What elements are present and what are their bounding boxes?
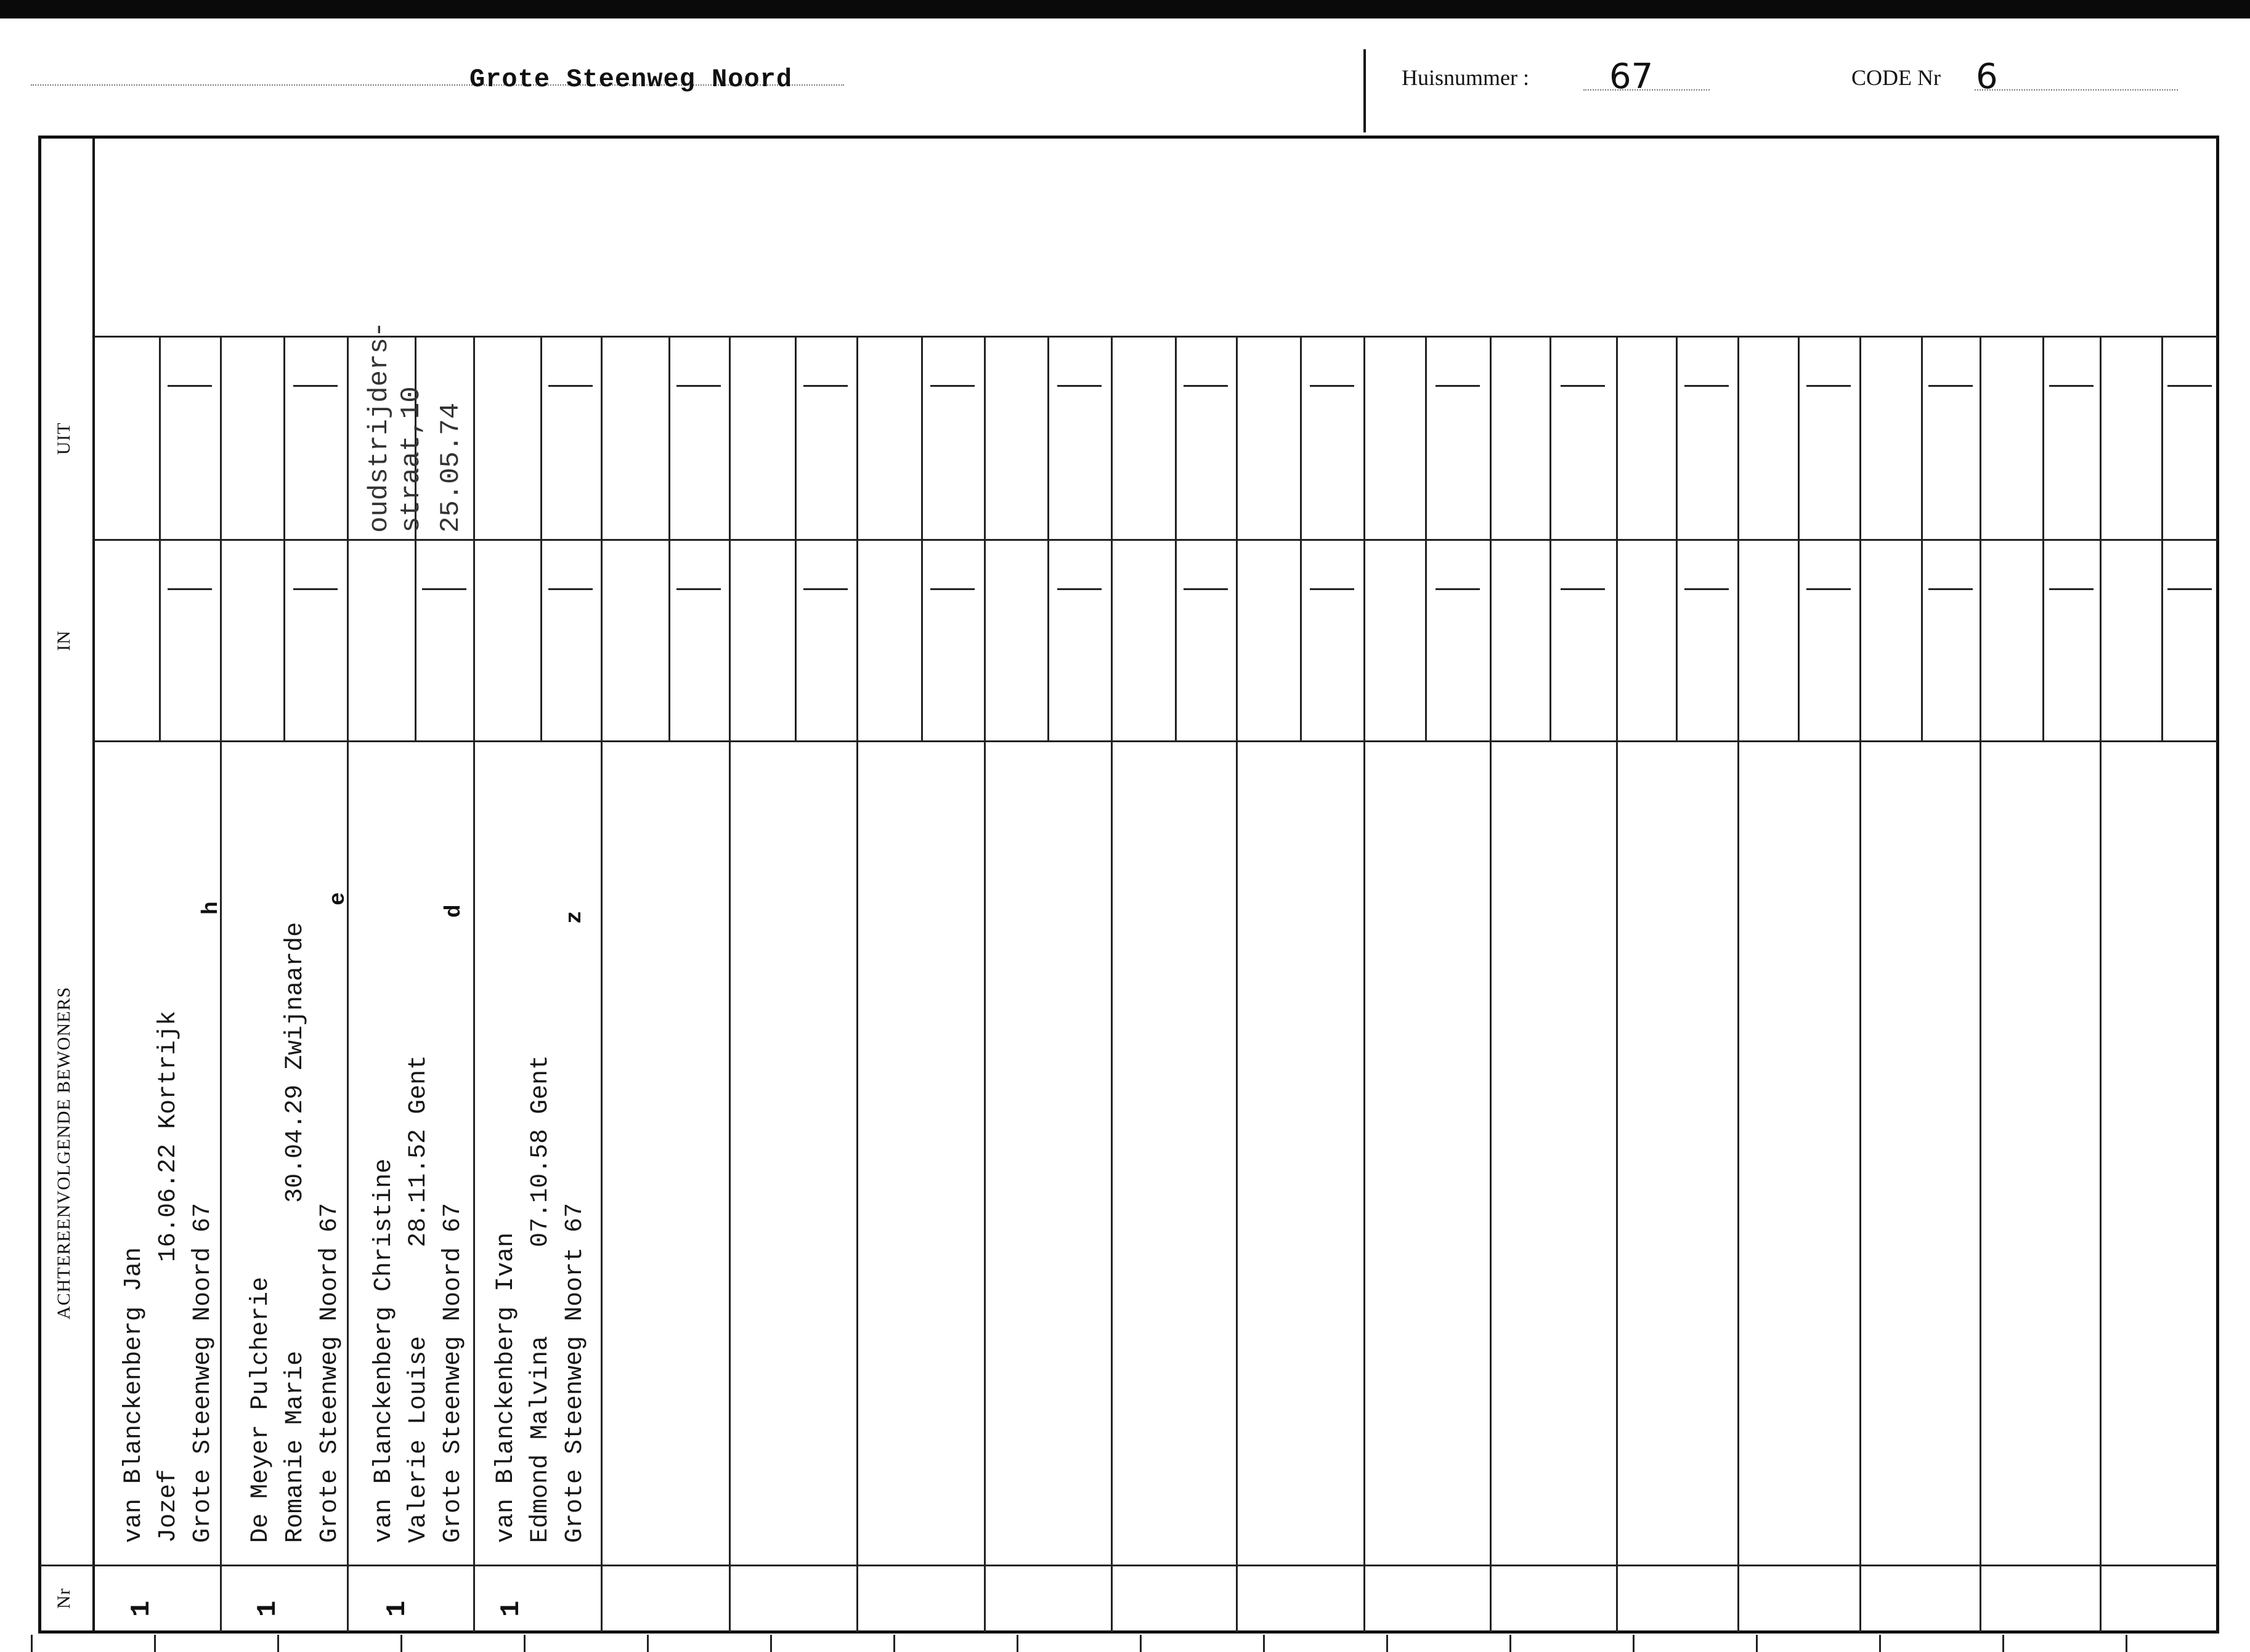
row-label-bewoners: ACHTEREENVOLGENDE BEWONERS <box>54 986 74 1320</box>
empty-dash <box>293 385 338 387</box>
column-divider <box>2100 336 2102 1632</box>
huisnummer-label: Huisnummer : <box>1402 65 1529 90</box>
resident-nr-1: 1 <box>126 1600 157 1617</box>
row-label-nr: Nr <box>54 1588 74 1609</box>
resident-nr-2: 1 <box>253 1600 283 1617</box>
subcolumn-divider <box>1300 336 1302 740</box>
empty-dash <box>2049 588 2094 590</box>
empty-dash <box>803 588 848 590</box>
empty-dash <box>1684 385 1729 387</box>
empty-dash <box>2167 588 2212 590</box>
subcolumn-divider <box>1047 336 1049 740</box>
empty-dash <box>803 385 848 387</box>
tick-mark <box>2126 1635 2127 1652</box>
tick-mark <box>400 1635 402 1652</box>
column-divider <box>729 336 731 1632</box>
column-divider <box>473 336 475 1632</box>
uit-date: 25.05.74 <box>436 402 466 533</box>
tick-mark <box>770 1635 772 1652</box>
resident-entry-3: van Blanckenberg Christine Valerie Louise 28.11.52 Gent Grote Steenweg Noord 67 <box>370 1055 467 1543</box>
tick-mark <box>893 1635 895 1652</box>
column-divider <box>1111 336 1113 1632</box>
empty-dash <box>1928 385 1973 387</box>
tick-mark <box>277 1635 279 1652</box>
header-separator <box>1363 49 1366 132</box>
tick-mark <box>647 1635 649 1652</box>
empty-dash <box>1806 588 1851 590</box>
code-label: CODE Nr <box>1851 65 1941 90</box>
resident-entry-2: De Meyer Pulcherie Romanie Marie 30.04.29 Zwijnaarde Grote Steenweg Noord 67 <box>247 921 344 1543</box>
subcolumn-divider <box>1175 336 1177 740</box>
column-divider <box>1363 336 1365 1632</box>
empty-dash <box>1436 385 1480 387</box>
column-divider <box>984 336 986 1632</box>
subcolumn-divider <box>283 336 285 740</box>
empty-dash <box>548 385 593 387</box>
code-dotted-line <box>1975 89 2178 91</box>
subcolumn-divider <box>159 336 161 740</box>
subcolumn-divider <box>668 336 670 740</box>
empty-dash <box>2049 385 2094 387</box>
uit-address: oudstrijders- straat,10 <box>364 321 427 533</box>
empty-dash <box>676 385 721 387</box>
resident-entry-4: van Blanckenberg Ivan Edmond Malvina 07.10.58 Gent Grote Steenweg Noort 67 <box>492 1055 589 1543</box>
empty-dash <box>1057 588 1102 590</box>
tick-mark <box>1633 1635 1635 1652</box>
tick-mark <box>1017 1635 1018 1652</box>
column-divider <box>1737 336 1739 1632</box>
tick-mark <box>1386 1635 1388 1652</box>
empty-dash <box>1184 588 1228 590</box>
resident-code-2: e <box>325 892 351 905</box>
subcolumn-divider <box>540 336 542 740</box>
street-name: Grote Steenweg Noord <box>469 65 793 94</box>
empty-dash <box>548 588 593 590</box>
empty-dash <box>2167 385 2212 387</box>
empty-dash <box>1928 588 1973 590</box>
subcolumn-divider <box>1425 336 1427 740</box>
tick-mark <box>31 1635 33 1652</box>
column-divider <box>1490 336 1492 1632</box>
row-label-uit: UIT <box>54 422 74 455</box>
tick-mark <box>1756 1635 1758 1652</box>
empty-dash <box>293 588 338 590</box>
subcolumn-divider <box>921 336 923 740</box>
column-divider <box>1236 336 1238 1632</box>
empty-dash <box>1310 385 1354 387</box>
row-divider-bewoners-nr <box>40 1565 2218 1566</box>
column-divider <box>856 336 858 1632</box>
tick-mark <box>1879 1635 1881 1652</box>
empty-dash <box>1057 385 1102 387</box>
column-divider <box>1859 336 1861 1632</box>
empty-dash <box>930 588 975 590</box>
tick-mark <box>1509 1635 1511 1652</box>
empty-dash <box>1184 385 1228 387</box>
empty-dash <box>1561 385 1605 387</box>
empty-dash <box>1436 588 1480 590</box>
resident-nr-3: 1 <box>382 1600 413 1617</box>
subcolumn-divider <box>795 336 797 740</box>
row-divider-in-bewoners <box>94 740 2218 742</box>
subcolumn-divider <box>1549 336 1551 740</box>
tick-mark <box>154 1635 156 1652</box>
column-divider <box>601 336 603 1632</box>
label-column-divider <box>92 139 95 1632</box>
tick-mark <box>1263 1635 1265 1652</box>
row-label-in: IN <box>54 630 74 651</box>
huisnummer-value: 67 <box>1609 57 1654 97</box>
empty-dash <box>930 385 975 387</box>
subcolumn-divider <box>1676 336 1678 740</box>
empty-dash <box>422 588 466 590</box>
subcolumn-divider <box>1798 336 1800 740</box>
code-value: 6 <box>1976 57 1998 97</box>
resident-nr-4: 1 <box>496 1600 527 1617</box>
tick-mark <box>524 1635 526 1652</box>
tick-mark <box>2002 1635 2004 1652</box>
column-divider <box>1616 336 1618 1632</box>
empty-dash <box>168 588 212 590</box>
row-divider-uit-in <box>94 539 2218 541</box>
resident-code-1: h <box>198 901 224 915</box>
empty-dash <box>1684 588 1729 590</box>
resident-code-3: d <box>441 904 466 918</box>
subcolumn-divider <box>1921 336 1923 740</box>
scan-top-edge <box>0 0 2250 18</box>
column-divider <box>1980 336 1981 1632</box>
empty-dash <box>1806 385 1851 387</box>
empty-dash <box>676 588 721 590</box>
empty-dash <box>1310 588 1354 590</box>
empty-dash <box>168 385 212 387</box>
resident-code-4: z <box>562 910 587 924</box>
resident-entry-1: van Blanckenberg Jan Jozef 16.06.22 Kortrijk Grote Steenweg Noord 67 <box>120 1010 217 1543</box>
tick-mark <box>1140 1635 1142 1652</box>
empty-dash <box>1561 588 1605 590</box>
subcolumn-divider <box>2042 336 2044 740</box>
subcolumn-divider <box>2161 336 2163 740</box>
